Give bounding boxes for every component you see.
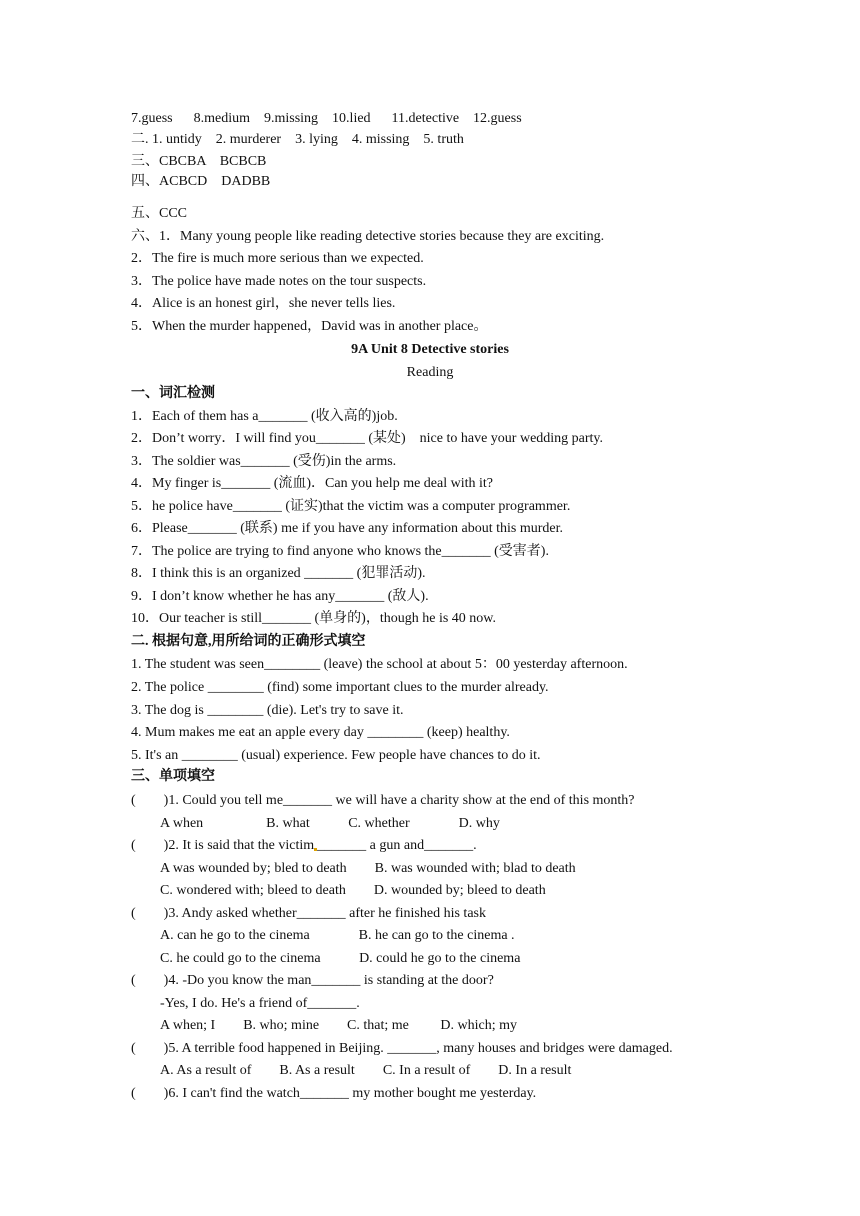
fill-in-item: 5. It's an ________ (usual) experience. Few people have chances to do it. xyxy=(131,748,541,763)
answer-line-3: 三、CBCBA BCBCB xyxy=(131,154,267,169)
answer-line-6: 六、1．Many young people like reading detective stories because they are exciting. xyxy=(131,229,605,244)
question-1-options: A when B. what C. whether D. why xyxy=(160,816,500,831)
vocab-item: 5．he police have_______ (证实)that the victim was a computer programmer. xyxy=(131,499,571,514)
question-2-options-row-2: C. wondered with; bleed to death D. wounded by; bleed to death xyxy=(160,883,546,898)
fill-in-item: 2. The police ________ (find) some important clues to the murder already. xyxy=(131,680,549,695)
vocab-item: 7．The police are trying to find anyone who knows the_______ (受害者). xyxy=(131,544,549,559)
question-2-stem: ( )2. It is said that the victim xyxy=(131,838,315,853)
section-3-heading: 三、单项填空 xyxy=(131,769,215,784)
question-2-options-row-1: A was wounded by; bled to death B. was wounded with; blad to death xyxy=(160,861,576,876)
question-3-options-row-2: C. he could go to the cinema D. could he go to the cinema xyxy=(160,951,521,966)
answer-line-8: 3．The police have made notes on the tour suspects. xyxy=(131,274,427,289)
answer-line-1: 7.guess 8.medium 9.missing 10.lied 11.detective 12.guess xyxy=(131,111,522,126)
question-3: ( )3. Andy asked whether_______ after he finished his task xyxy=(131,906,486,921)
answer-line-5: 五、CCC xyxy=(131,206,188,221)
vocab-item: 6．Please_______ (联系) me if you have any information about this murder. xyxy=(131,521,563,536)
question-5-options: A. As a result of B. As a result C. In a result of D. In a result xyxy=(160,1063,572,1078)
vocab-item: 8．I think this is an organized _______ (犯罪活动). xyxy=(131,566,426,581)
question-2 xyxy=(131,838,477,854)
question-4-line-2: -Yes, I do. He's a friend of_______. xyxy=(160,996,360,1011)
vocab-item: 9．I don’t know whether he has any_______ (敌人). xyxy=(131,589,429,604)
answer-line-7: 2．The fire is much more serious than we expected. xyxy=(131,251,424,266)
question-6: ( )6. I can't find the watch_______ my mother bought me yesterday. xyxy=(131,1086,537,1101)
document-title: 9A Unit 8 Detective stories xyxy=(351,342,509,357)
answer-line-10: 5．When the murder happened，David was in another place。 xyxy=(131,319,488,334)
document-subtitle: Reading xyxy=(406,365,454,380)
vocab-item: 10．Our teacher is still_______ (单身的)，though he is 40 now. xyxy=(131,611,496,626)
question-4-options: A when; I B. who; mine C. that; me D. which; my xyxy=(160,1018,517,1033)
answer-line-9: 4．Alice is an honest girl，she never tells lies. xyxy=(131,296,396,311)
question-5: ( )5. A terrible food happened in Beijing. _______, many houses and bridges were damaged. xyxy=(131,1041,673,1056)
vocab-item: 4．My finger is_______ (流血)．Can you help me deal with it? xyxy=(131,476,493,491)
question-2-stem-end: _______ a gun and_______. xyxy=(317,838,477,853)
vocab-item: 3．The soldier was_______ (受伤)in the arms. xyxy=(131,454,397,469)
answer-line-2: 二. 1. untidy 2. murderer 3. lying 4. missing 5. truth xyxy=(131,132,464,147)
question-3-options-row-1: A. can he go to the cinema B. he can go to the cinema . xyxy=(160,928,515,943)
section-1-heading: 一、词汇检测 xyxy=(131,386,215,401)
fill-in-item: 4. Mum makes me eat an apple every day ________ (keep) healthy. xyxy=(131,725,510,740)
question-4: ( )4. -Do you know the man_______ is standing at the door? xyxy=(131,973,494,988)
fill-in-item: 1. The student was seen________ (leave) the school at about 5：00 yesterday afternoon. xyxy=(131,657,628,672)
answer-line-4: 四、ACBCD DADBB xyxy=(131,174,271,189)
vocab-item: 2．Don’t worry．I will find you_______ (某处) nice to have your wedding party. xyxy=(131,431,604,446)
question-1: ( )1. Could you tell me_______ we will have a charity show at the end of this month? xyxy=(131,793,635,808)
fill-in-item: 3. The dog is ________ (die). Let's try to save it. xyxy=(131,703,404,718)
section-2-heading: 二. 根据句意,用所给词的正确形式填空 xyxy=(131,634,366,649)
vocab-item: 1．Each of them has a_______ (收入高的)job. xyxy=(131,409,398,424)
